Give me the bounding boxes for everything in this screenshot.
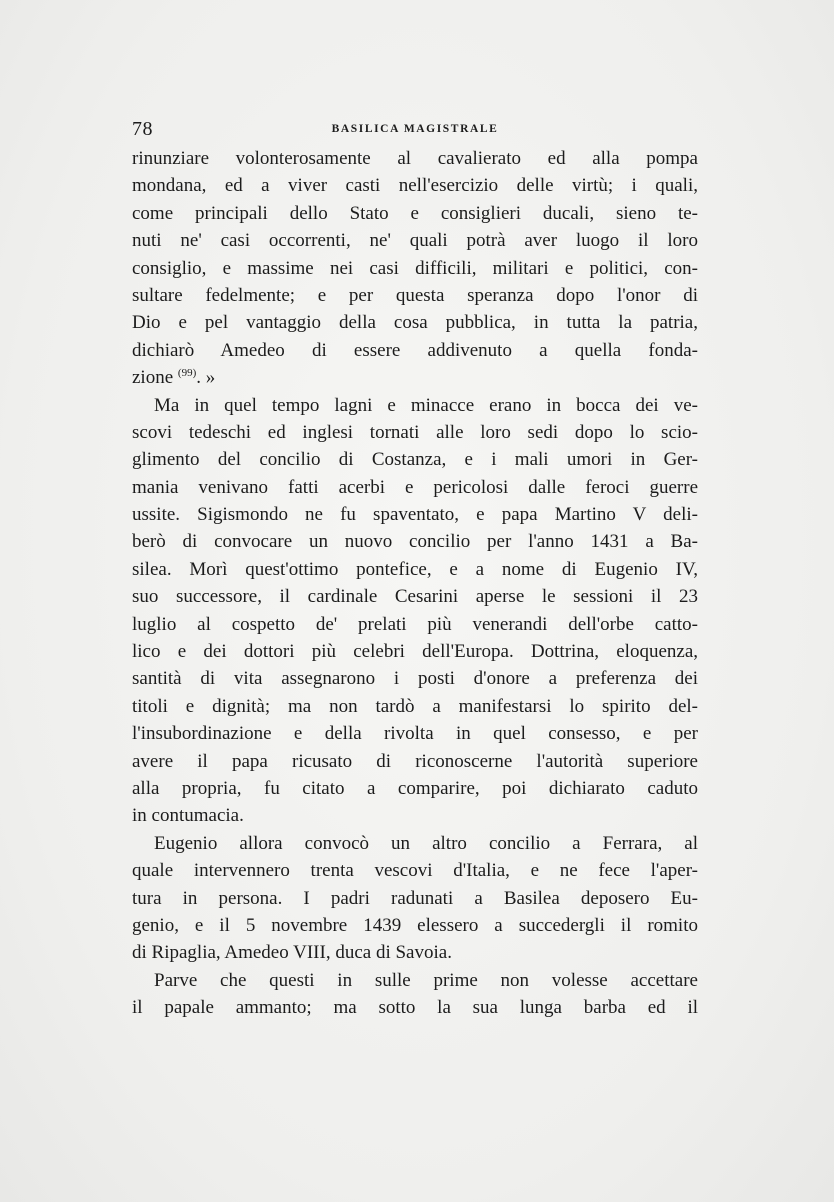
text-line: suo successore, il cardinale Cesarini aperse le sessioni il 23 <box>132 586 698 608</box>
text-line: mondana, ed a viver casti nell'esercizio delle virtù; i quali, <box>132 175 698 197</box>
text-line: genio, e il 5 novembre 1439 elessero a succedergli il romito <box>132 914 698 936</box>
text-line: dichiarò Amedeo di essere addivenuto a quella fonda- <box>132 339 698 361</box>
body-text <box>132 145 698 1022</box>
text-line: di Ripaglia, Amedeo VIII, duca di Savoia. <box>132 942 452 964</box>
page-number: 78 <box>132 118 153 140</box>
text-line: glimento del concilio di Costanza, e i mali umori in Ger- <box>132 449 698 471</box>
text-line: lico e dei dottori più celebri dell'Europa. Dottrina, eloquenza, <box>132 641 698 663</box>
closing-quote: . » <box>196 367 216 389</box>
text-line: il papale ammanto; ma sotto la sua lunga barba ed il <box>132 997 698 1019</box>
text-line: ussite. Sigismondo ne fu spaventato, e papa Martino V deli- <box>132 504 698 526</box>
text-line: l'insubordinazione e della rivolta in quel consesso, e per <box>132 723 698 745</box>
text-line: in contumacia. <box>132 805 244 827</box>
text-line: come principali dello Stato e consiglieri ducali, sieno te- <box>132 202 698 224</box>
text-line: tura in persona. I padri radunati a Basilea deposero Eu- <box>132 887 698 909</box>
text-line: luglio al cospetto de' prelati più venerandi dell'orbe catto- <box>132 613 698 635</box>
text-line: alla propria, fu citato a comparire, poi dichiarato caduto <box>132 777 698 799</box>
text-line: scovi tedeschi ed inglesi tornati alle loro sedi dopo lo scio- <box>132 421 698 443</box>
paragraph-start: Eugenio allora convocò un altro concilio a Ferrara, al <box>154 832 698 854</box>
text-line: rinunziare volonterosamente al cavalierato ed alla pompa <box>132 148 698 169</box>
text-line: mania venivano fatti acerbi e pericolosi dalle feroci guerre <box>132 476 698 498</box>
text-line: sultare fedelmente; e per questa speranza dopo l'onor di <box>132 284 698 306</box>
text-line: santità di vita assegnarono i posti d'onore a preferenza dei <box>132 668 698 690</box>
page-header <box>132 118 698 142</box>
text-line: berò di convocare un nuovo concilio per l'anno 1431 a Ba- <box>132 531 698 553</box>
text-line: silea. Morì quest'ottimo pontefice, e a nome di Eugenio IV, <box>132 558 698 580</box>
text-line: nuti ne' casi occorrenti, ne' quali potrà aver luogo il loro <box>132 230 698 252</box>
paragraph-start: Parve che questi in sulle prime non volesse accettare <box>154 969 698 991</box>
text-line: quale intervennero trenta vescovi d'Italia, e ne fece l'aper- <box>132 860 698 882</box>
text-line: titoli e dignità; ma non tardò a manifestarsi lo spirito del- <box>132 695 698 717</box>
text-line: Dio e pel vantaggio della cosa pubblica, in tutta la patria, <box>132 312 698 334</box>
text-line: avere il papa ricusato di riconoscerne l'autorità superiore <box>132 750 698 772</box>
text-fragment: zione <box>132 367 174 389</box>
footnote-reference: (99) <box>177 367 197 380</box>
running-title: BASILICA MAGISTRALE <box>331 123 499 135</box>
text-line: consiglio, e massime nei casi difficili, militari e politici, con- <box>132 257 698 279</box>
paragraph-start: Ma in quel tempo lagni e minacce erano in bocca dei ve- <box>154 394 698 416</box>
text-line <box>132 364 698 391</box>
